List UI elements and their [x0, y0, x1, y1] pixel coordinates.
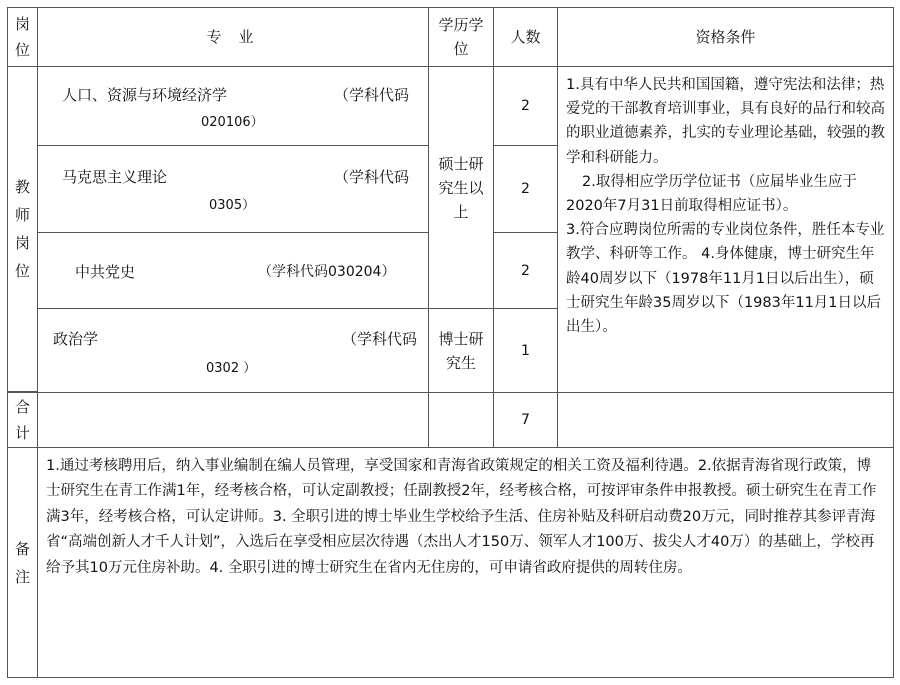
- count-cell: [493, 308, 558, 393]
- major-code-label: （学科代码: [334, 86, 410, 104]
- qualifications-cell: [557, 66, 894, 393]
- qualifications-text: [566, 73, 885, 339]
- major-code-label: （学科代码: [342, 330, 418, 348]
- header-qualifications-text: 资格条件: [695, 28, 756, 46]
- total-qual-empty: [557, 392, 894, 448]
- header-major-text: 专 业: [206, 28, 260, 46]
- total-degree-empty: [428, 392, 494, 448]
- remarks-text: [46, 454, 885, 581]
- major-name: 政治学: [53, 330, 99, 348]
- count-cell: [493, 145, 558, 233]
- total-count-cell: [493, 392, 558, 448]
- count-cell: [493, 66, 558, 146]
- remarks-label: 备注: [14, 539, 30, 586]
- count-value: 2: [521, 98, 530, 114]
- total-count: 7: [521, 412, 530, 428]
- major-name: 人口、资源与环境经济学: [62, 86, 228, 104]
- major-name: 中共党史: [75, 263, 136, 281]
- total-major-empty: [37, 392, 429, 448]
- major-code: 0302 ）: [206, 361, 257, 376]
- total-label: 合计: [14, 398, 30, 442]
- degree-phd-cell: [428, 308, 494, 393]
- header-position-text: 岗位: [14, 15, 30, 59]
- header-count-text: 人数: [510, 28, 541, 46]
- count-value: 1: [521, 342, 530, 359]
- header-qualifications: [557, 7, 894, 67]
- major-code-label: （学科代码: [334, 168, 410, 186]
- count-cell: [493, 232, 558, 309]
- major-row: [37, 232, 429, 309]
- major-row: [37, 308, 429, 393]
- major-row: [37, 145, 429, 233]
- header-position: [7, 7, 38, 67]
- major-row: [37, 66, 429, 146]
- qualification-item: 2.取得相应学历学位证书（应届毕业生应于2020年7月31日前取得相应证书）。: [566, 173, 857, 215]
- header-major: [37, 7, 429, 67]
- header-degree-text: 学历学位: [438, 16, 484, 58]
- header-degree: [428, 7, 494, 67]
- qualification-item: 3.符合应聘岗位所需的专业岗位条件，胜任本专业教学、科研等工作。 4.身体健康，博士研究生年龄40周岁以下（1978年11月1日以后出生），硕士研究生年龄35周岁以下（1983年11月1日以后出生）。: [566, 222, 885, 336]
- header-count: [493, 7, 558, 67]
- qualification-item: 1.具有中华人民共和国国籍，遵守宪法和法律；热爱党的干部教育培训事业，具有良好的品行和较高的职业道德素养，扎实的专业理论基础，较强的教学和科研能力。: [566, 77, 885, 166]
- remarks-label-cell: [7, 447, 38, 678]
- degree-master-text: 硕士研究生以上: [438, 154, 484, 221]
- count-value: 2: [521, 181, 530, 197]
- total-label-cell: [7, 392, 38, 448]
- major-code: 020106）: [201, 115, 264, 130]
- major-code-label: （学科代码030204）: [258, 264, 396, 280]
- major-name: 马克思主义理论: [62, 168, 168, 186]
- major-code: 0305）: [209, 198, 256, 213]
- group-label-text: 教师岗位: [14, 178, 30, 280]
- degree-phd-text: 博士研究生: [438, 329, 484, 372]
- count-value: 2: [521, 262, 530, 279]
- group-label: [7, 66, 38, 392]
- remarks-cell: [37, 447, 894, 678]
- remarks-paragraph: 1.通过考核聘用后，纳入事业编制在编人员管理，享受国家和青海省政策规定的相关工资及福利待遇。2.依据青海省现行政策，博士研究生在青工作满1年，经考核合格，可认定副教授；任副教授2年，经考核合格，可按评审条件申报教授。硕士研究生在青工作满3年，经考核合格，可认定讲师。3. 全职引进的博士毕业生学校给予生活、住房补贴及科研启动费20万元，同时推荐其参评青海省“高端创新人才千人计划”，入选后在享受相应层次待遇（杰出人才150万、领军人才100万、拔尖人才40万）的基础上，学校再给予其10万元住房补助。4. 全职引进的博士研究生在省内无住房的，可申请省政府提供的周转住房。: [46, 458, 877, 576]
- degree-master-cell: [428, 66, 494, 309]
